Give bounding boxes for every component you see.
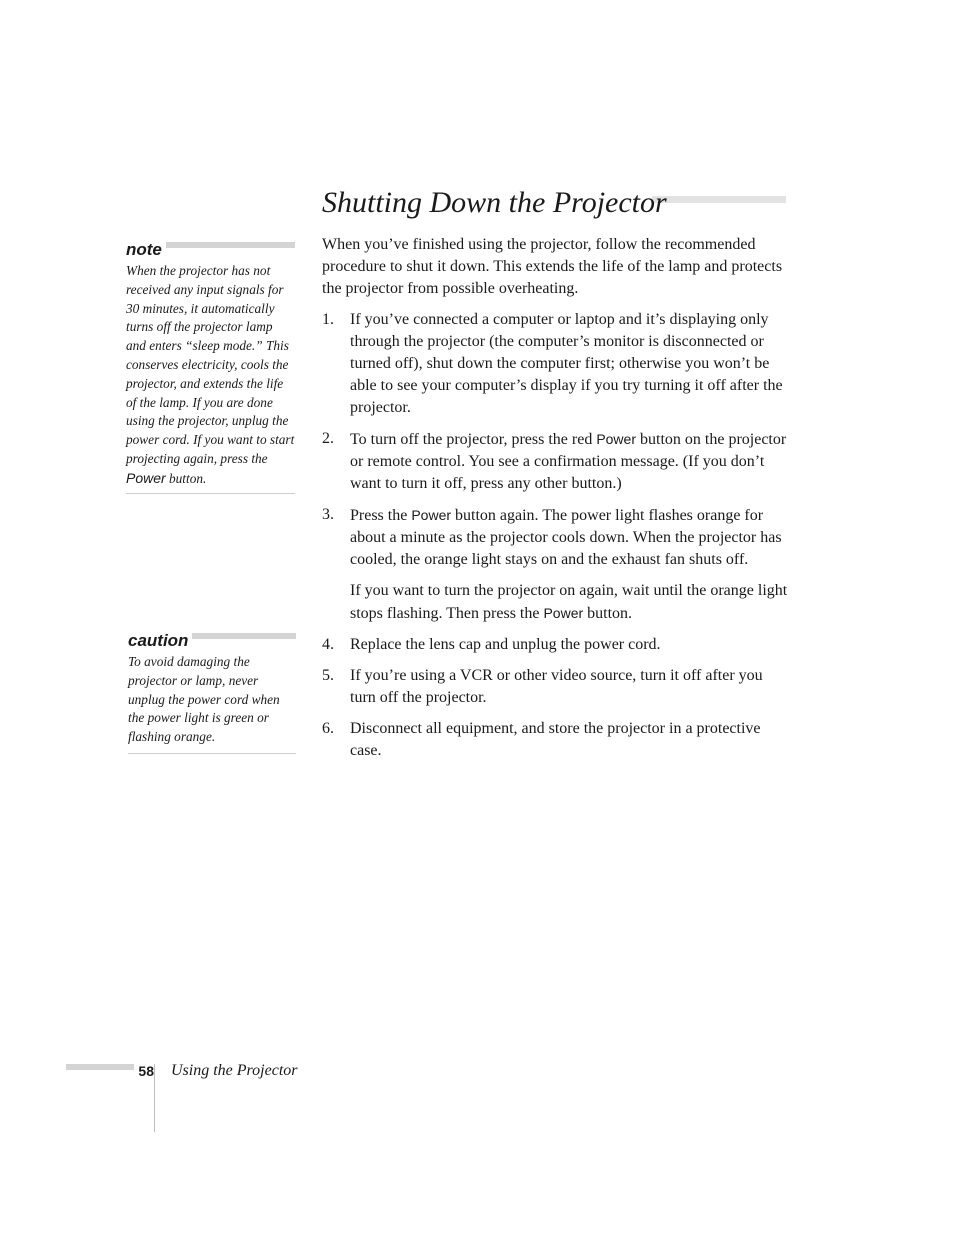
step-text: button. bbox=[583, 605, 633, 622]
list-item bbox=[322, 504, 788, 625]
step-text: If you’ve connected a computer or laptop and it’s displaying only through the projector (the computer’s monitor is disconnected or turned off), shut down the computer first; otherwise you won’t be able to see your computer’s display if you try turning it off after the projector. bbox=[350, 311, 783, 416]
note-bottom-rule bbox=[126, 493, 295, 494]
list-item bbox=[322, 428, 788, 495]
page-title: Shutting Down the Projector bbox=[322, 186, 667, 219]
power-button-label: Power bbox=[543, 605, 584, 621]
list-item bbox=[322, 718, 788, 762]
caution-bottom-rule bbox=[128, 753, 296, 754]
list-item bbox=[322, 665, 788, 709]
step-text: If you want to turn the projector on again, wait until the orange light stops flashing. Then press the bbox=[350, 582, 788, 622]
shutdown-steps bbox=[322, 309, 788, 762]
main-content bbox=[322, 234, 788, 771]
step-text: button again. The power light flashes orange for about a minute as the projector cools down. When the projector has cooled, the orange light stays on and the exhaust fan shuts off. bbox=[350, 507, 782, 568]
step-number: 5. bbox=[322, 667, 334, 684]
step-number: 6. bbox=[322, 720, 334, 737]
step-text: If you’re using a VCR or other video source, turn it off after you turn off the projector. bbox=[350, 667, 763, 706]
list-item bbox=[322, 634, 788, 656]
step-number: 4. bbox=[322, 636, 334, 653]
page-number: 58 bbox=[134, 1063, 154, 1079]
step-text: Press the bbox=[350, 507, 412, 524]
caution-box bbox=[128, 633, 296, 747]
note-text-part: When the projector has not received any input signals for 30 minutes, it automatically turns off the projector lamp and enters “sleep mode.” This conserves electricity, cools the projector, and extends the life of the lamp. If you are done using the projector, unplug the power cord. If you want to start projecting again, press the bbox=[126, 263, 295, 466]
note-heading: note bbox=[126, 241, 166, 259]
running-title: Using the Projector bbox=[171, 1062, 298, 1079]
footer-divider bbox=[154, 1064, 155, 1132]
power-button-label: Power bbox=[596, 431, 636, 447]
note-text bbox=[126, 262, 295, 489]
power-button-label: Power bbox=[126, 469, 166, 486]
list-item bbox=[322, 309, 788, 419]
note-text-part: button. bbox=[165, 470, 207, 486]
caution-text: To avoid damaging the projector or lamp, never unplug the power cord when the power light is green or flashing orange. bbox=[128, 654, 280, 745]
note-box bbox=[126, 242, 295, 489]
step-number: 1. bbox=[322, 311, 334, 328]
step-subparagraph bbox=[350, 580, 788, 625]
step-text: button on the projector or remote control. You see a confirmation message. (If you don’t want to turn it off, press any other button.) bbox=[350, 431, 787, 492]
step-text: To turn off the projector, press the red bbox=[350, 431, 597, 448]
step-text: Replace the lens cap and unplug the power cord. bbox=[350, 636, 661, 653]
power-button-label: Power bbox=[411, 507, 452, 523]
step-number: 2. bbox=[322, 430, 334, 447]
caution-heading: caution bbox=[128, 632, 192, 650]
intro-paragraph: When you’ve finished using the projector, follow the recommended procedure to shut it down. This extends the life of the lamp and protects the projector from possible overheating. bbox=[322, 236, 783, 297]
step-text: Disconnect all equipment, and store the projector in a protective case. bbox=[350, 720, 761, 759]
step-number: 3. bbox=[322, 506, 334, 523]
